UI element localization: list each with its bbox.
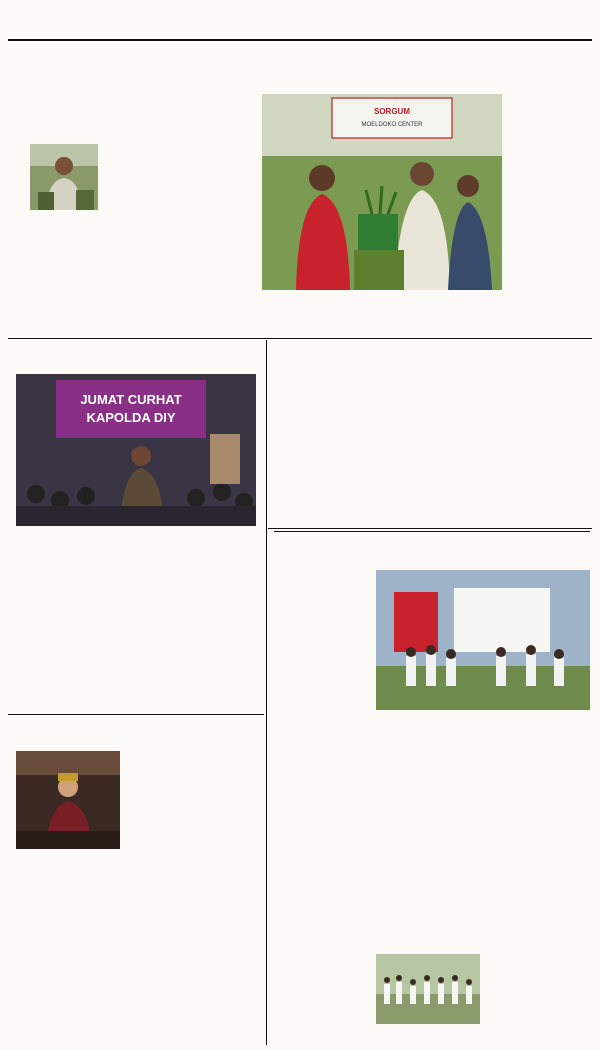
article3-col3 — [194, 751, 258, 1044]
article1-col5 — [340, 305, 414, 333]
article5-col3 — [486, 728, 590, 1044]
header-rule — [8, 39, 592, 41]
article3-photo — [16, 751, 120, 849]
svg-text:KAPOLDA DIY: KAPOLDA DIY — [86, 410, 176, 425]
article4-col3 — [484, 376, 584, 524]
article4-col2 — [378, 376, 478, 524]
article2-col1 — [16, 548, 133, 710]
article4-col1 — [274, 376, 372, 524]
article5-top-rule — [274, 531, 590, 532]
article5-photo-2 — [376, 954, 480, 1024]
article5-photo-1 — [376, 570, 590, 710]
svg-text:MOELDOKO CENTER: MOELDOKO CENTER — [361, 122, 423, 128]
rule-1 — [8, 338, 592, 339]
article3-col2 — [126, 847, 189, 1044]
banner-text-1: SORGUM — [374, 107, 410, 116]
article1-main-photo — [262, 94, 502, 290]
article3-col1 — [16, 884, 120, 1044]
article5-col2 — [376, 728, 480, 950]
article1-col1 — [30, 213, 98, 333]
rule-2 — [8, 714, 264, 715]
screen-text: JUMAT CURHAT — [80, 392, 182, 407]
rule-3 — [268, 528, 592, 529]
article1-col2 — [104, 144, 176, 333]
article2-photo — [16, 374, 256, 526]
article1-small-photo — [30, 144, 98, 210]
column-divider — [266, 340, 267, 1045]
article1-col4 — [262, 305, 334, 333]
article5-col1 — [274, 570, 370, 1044]
article1-col6 — [508, 94, 584, 330]
article2-col2 — [139, 548, 256, 710]
article1-col3 — [182, 144, 256, 333]
